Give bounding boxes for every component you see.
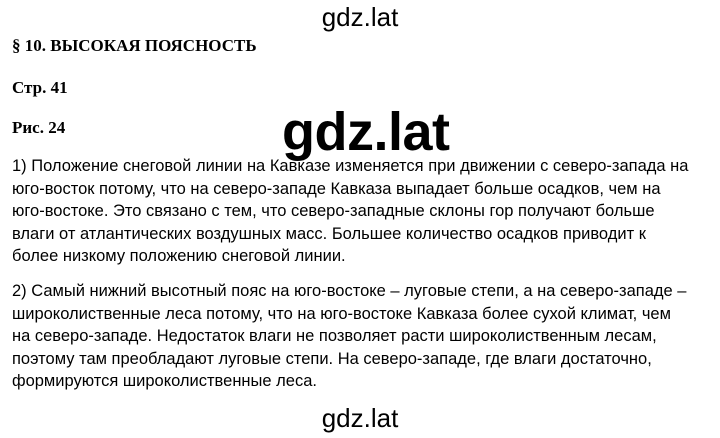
paragraph-line: на северо-западе. Недостаток влаги не позволяет расти широколиственным лесам, [12,327,657,345]
answer-paragraph-1 [12,155,688,268]
answer-paragraph-2 [12,280,686,393]
paragraph-line: широколиственные леса потому, что на юго-востоке Кавказа более сухой климат, чем [12,304,671,323]
paragraph-line: 2) Самый нижний высотный пояс на юго-востоке – луговые степи, а на северо-западе – [12,282,687,300]
watermark-top: gdz.lat [321,2,399,32]
paragraph-line: юго-восток потому, что на северо-западе Кавказа выпадает больше осадков, чем на [12,179,661,198]
paragraph-line: 1) Положение снеговой линии на Кавказе изменяется при движении с северо-запада на [12,157,689,175]
paragraph-line: формируются широколиственные леса. [12,372,317,390]
paragraph-line: более низкому положению снеговой линии. [12,247,346,265]
page-reference: Стр. 41 [12,78,68,97]
paragraph-line: поэтому там преобладают луговые степи. На северо-западе, где влаги достаточно, [12,349,652,368]
section-title: § 10. ВЫСОКАЯ ПОЯСНОСТЬ [12,36,257,55]
watermark-center: gdz.lat [282,102,450,162]
watermark-bottom: gdz.lat [321,403,399,433]
paragraph-line: юго-востоке. Это связано с тем, что северо-западные склоны гор получают больше [12,202,655,220]
figure-reference: Рис. 24 [12,118,66,137]
paragraph-line: влаги от атлантических воздушных масс. Большее количество осадков приводит к [12,224,646,243]
